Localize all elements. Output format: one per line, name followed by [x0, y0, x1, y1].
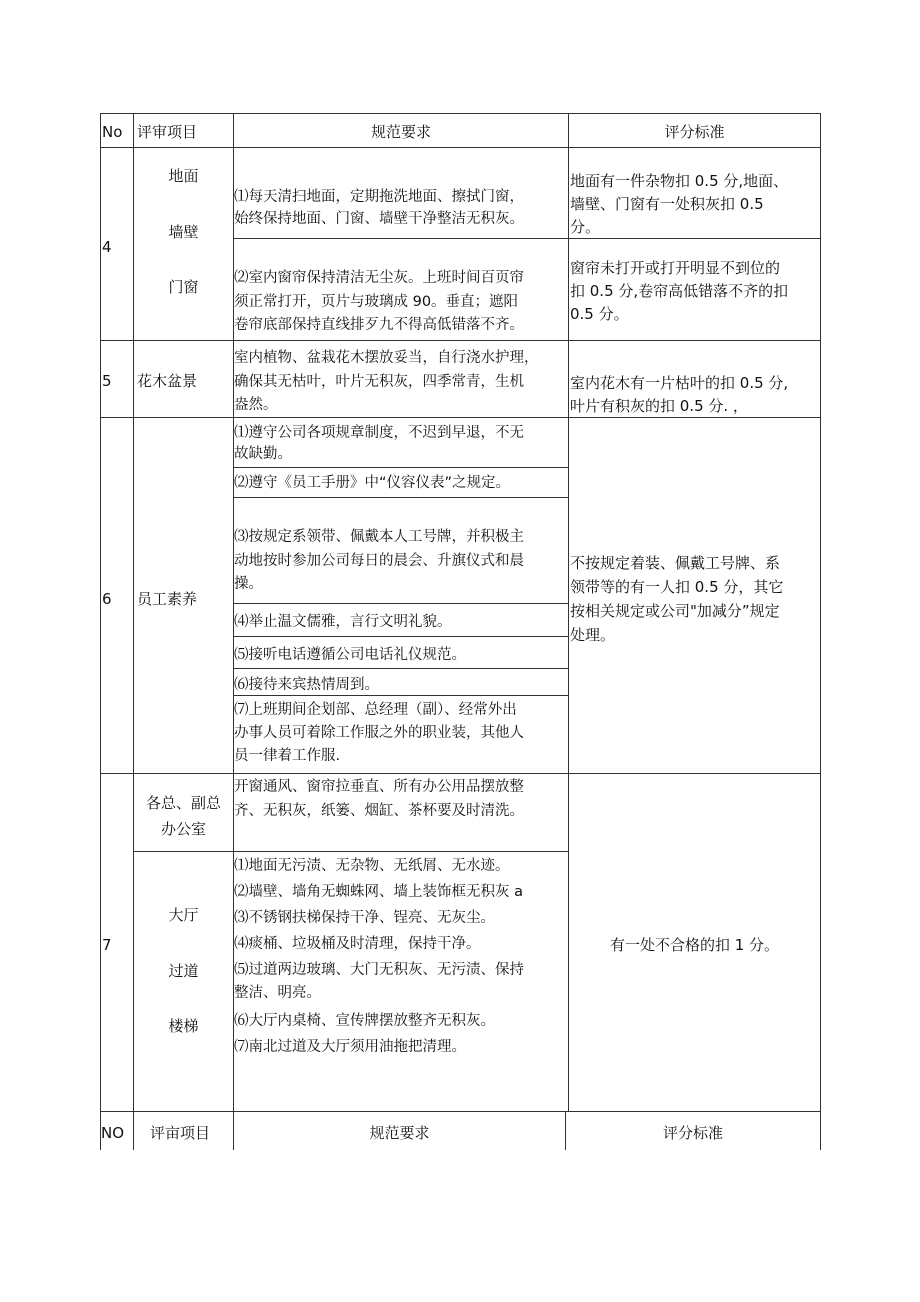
- row6-req2: ⑵遵守《员工手册》中“仪容仪表”之规定。: [234, 475, 511, 491]
- row6-divider-2: [233, 497, 569, 498]
- footer-header-req: 规范要求: [369, 1124, 430, 1142]
- row4-req2-line2: 须正常打开，页片与玻璃成 90。垂直；遮阳: [234, 294, 519, 310]
- row7-req1-line1: 开窗通风、窗帘拉垂直、所有办公用品摆放整: [234, 779, 524, 795]
- header-bottom-border: [100, 147, 821, 148]
- row7-bottom-border: [100, 1111, 821, 1112]
- row4-req2-line3: 卷帘底部保持直线排歹九不得高低错落不齐。: [234, 317, 524, 333]
- row5-req-line1: 室内植物、盆栽花木摆放妥当，自行浇水护理，: [234, 350, 539, 366]
- row4-score2-line2: 扣 0.5 分,卷帘高低错落不齐的扣: [570, 282, 789, 300]
- row6-req3-line3: 操。: [234, 576, 263, 592]
- row7-req2-line6: 整洁、明亮。: [234, 985, 321, 1001]
- row4-item-wall: 墙壁: [168, 223, 199, 241]
- row6-score-line3: 按相关规定或公司"加减分”规定: [570, 602, 780, 620]
- row6-req5: ⑸接听电话遵循公司电话礼仪规范。: [234, 647, 466, 663]
- row4-no: 4: [102, 238, 112, 256]
- footer-header-item: 评亩项目: [150, 1124, 211, 1142]
- row7-no: 7: [102, 936, 112, 954]
- row7-req2-line7: ⑹大厅内桌椅、宣传牌摆放整齐无积灰。: [234, 1013, 495, 1029]
- row6-divider-5: [233, 668, 569, 669]
- col-right-border: [820, 113, 821, 1150]
- row6-req1-line1: ⑴遵守公司各项规章制度，不迟到早退，不无: [234, 425, 524, 441]
- row6-req7-line1: ⑺上班期间企划部、总经理（副）、经常外出: [234, 702, 517, 718]
- row5-req-line3: 盎然。: [234, 397, 278, 413]
- row7-item1-line2: 办公室: [160, 820, 206, 838]
- row4-item-floor: 地面: [168, 167, 199, 185]
- row7-req2-line8: ⑺南北过道及大厅须用油拖把清理。: [234, 1039, 466, 1055]
- row7-score: 有一处不合格的扣 1 分。: [609, 936, 780, 954]
- row6-score-line2: 领带等的有一人扣 0.5 分，其它: [570, 578, 784, 596]
- row4-req1-line1: ⑴每天清扫地面，定期拖洗地面、擦拭门窗，: [234, 189, 524, 205]
- col-divider-1: [133, 113, 134, 1150]
- header-score: 评分标准: [664, 123, 725, 141]
- table-top-border: [100, 113, 821, 114]
- row6-req1-line2: 故缺勤。: [234, 446, 292, 462]
- row7-item2-hall: 大厅: [168, 906, 199, 924]
- row4-score1-line1: 地面有一件杂物扣 0.5 分,地面、: [570, 172, 789, 190]
- row5-score-line1: 室内花木有一片枯叶的扣 0.5 分,: [570, 374, 789, 392]
- row6-req3-line1: ⑶按规定系领带、佩戴本人工号牌，并积极主: [234, 529, 524, 545]
- row4-req1-line2: 始终保持地面、门窗、墙壁干净整洁无积灰。: [234, 211, 524, 227]
- row5-req-line2: 确保其无枯叶，叶片无积灰，四季常青，生机: [234, 374, 524, 390]
- row6-req7-line2: 办事人员可着除工作服之外的职业装，其他人: [234, 725, 524, 741]
- row5-score-line2: 叶片有积灰的扣 0.5 分. ，: [570, 397, 748, 415]
- row6-item: 员工素养: [137, 590, 198, 608]
- row4-score1-line2: 墙壁、门窗有一处积灰扣 0.5: [570, 195, 764, 213]
- header-req: 规范要求: [370, 123, 431, 141]
- row7-req2-line5: ⑸过道两边玻璃、大门无积灰、无污渍、保持: [234, 962, 524, 978]
- row7-req2-line2: ⑵墙壁、墙角无蜘蛛网、墙上装饰框无积灰 a: [234, 884, 523, 900]
- row5-item: 花木盆景: [137, 372, 198, 390]
- row7-req1-line2: 齐、无积灰，纸篓、烟缸、茶杯要及时清洗。: [234, 803, 524, 819]
- row7-req2-line1: ⑴地面无污渍、无杂物、无纸屑、无水迹。: [234, 858, 510, 874]
- row6-divider-1: [233, 467, 569, 468]
- footer-header-score: 评分标准: [662, 1124, 723, 1142]
- row6-bottom-border: [100, 773, 821, 774]
- row5-bottom-border: [100, 417, 821, 418]
- row7-item1-line1: 各总、副总: [145, 794, 221, 812]
- row6-req6: ⑹接待来宾热情周到。: [234, 677, 379, 693]
- row6-req4: ⑷举止温文儒雅，言行文明礼貌。: [234, 614, 452, 630]
- col-divider-3: [568, 113, 569, 1112]
- row7-item2-corridor: 过道: [168, 962, 199, 980]
- row7-req2-line3: ⑶不锈钢扶梯保持干净、锃亮、无灰尘。: [234, 910, 495, 926]
- row4-score2-line1: 窗帘未打开或打开明显不到位的: [570, 259, 781, 277]
- row7-divider: [133, 851, 569, 852]
- row4-score2-line3: 0.5 分。: [570, 305, 629, 323]
- row4-item-window: 门窗: [168, 278, 199, 296]
- row6-score-line1: 不按规定着装、佩戴工号牌、系: [570, 554, 781, 572]
- col-left-border: [100, 113, 101, 1150]
- row7-item2-stairs: 楼梯: [168, 1017, 199, 1035]
- row6-req3-line2: 动地按时参加公司每日的晨会、升旗仪式和晨: [234, 553, 524, 569]
- row6-score-line4: 处理。: [570, 626, 616, 644]
- header-no: No: [102, 123, 123, 141]
- row6-no: 6: [102, 590, 112, 608]
- row5-no: 5: [102, 372, 112, 390]
- header-item: 评审项目: [137, 123, 198, 141]
- row4-score1-line3: 分。: [570, 218, 601, 236]
- row6-divider-4: [233, 636, 569, 637]
- footer-header-no: NO: [101, 1124, 125, 1142]
- row6-req7-line3: 员一律着工作服.: [234, 748, 341, 764]
- row7-req2-line4: ⑷痰桶、垃圾桶及时清理，保持干净。: [234, 936, 481, 952]
- row4-divider: [233, 238, 821, 239]
- row6-divider-3: [233, 603, 569, 604]
- row4-bottom-border: [100, 340, 821, 341]
- row4-req2-line1: ⑵室内窗帘保持清洁无尘灰。上班时间百页帘: [234, 270, 524, 286]
